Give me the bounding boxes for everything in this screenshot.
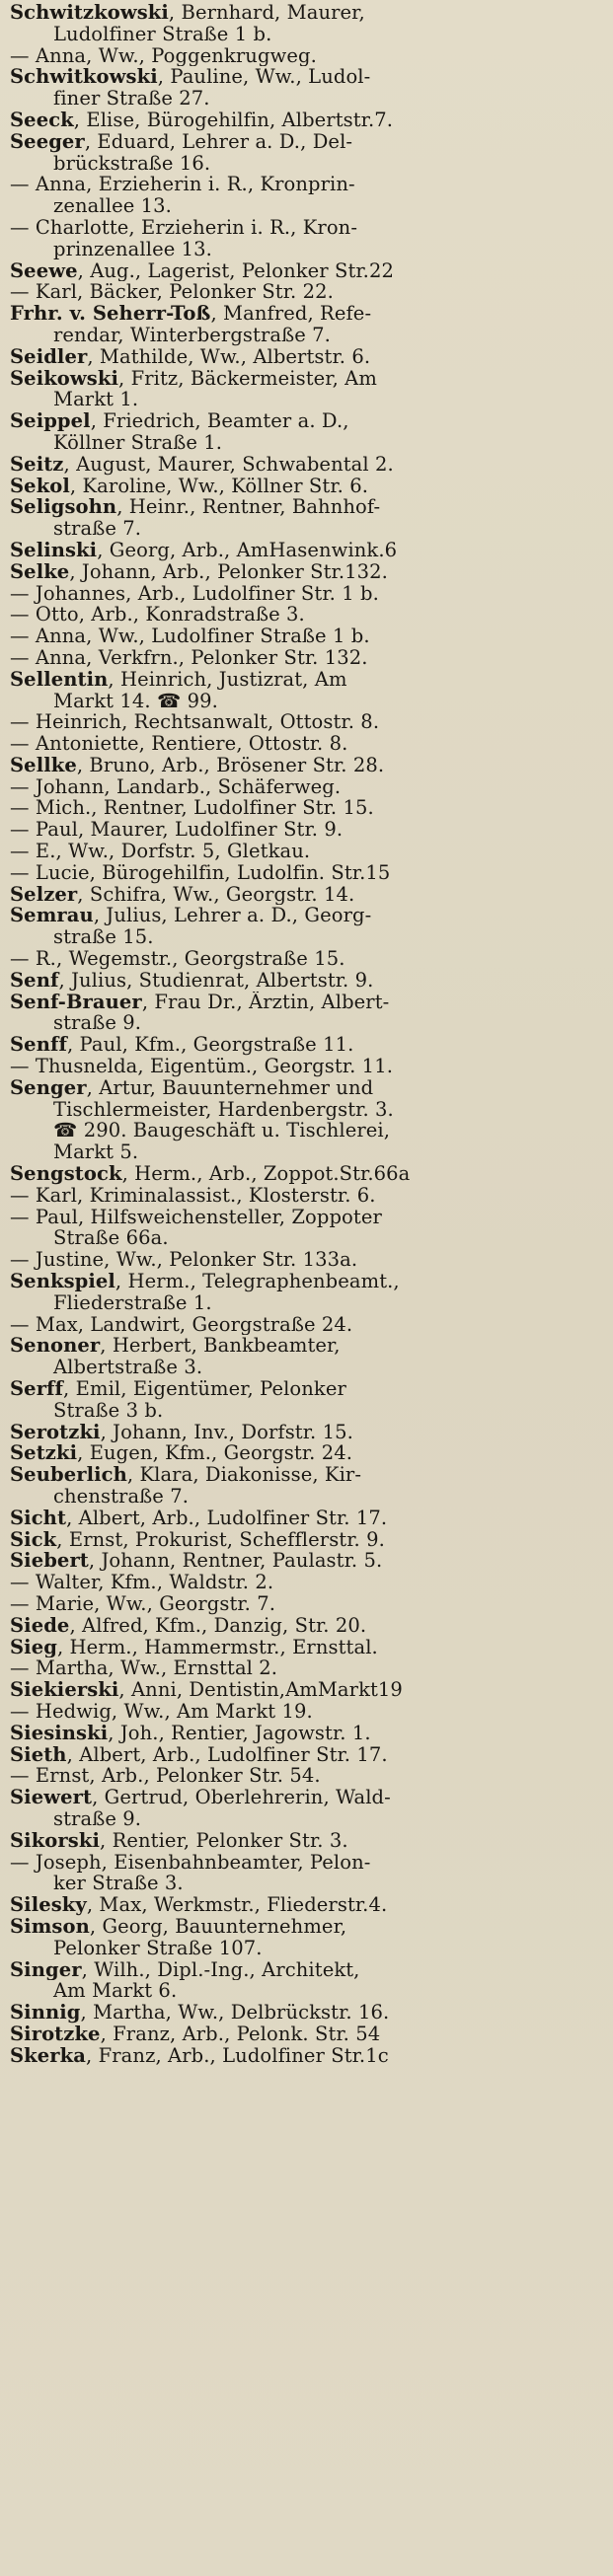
entry-details: , Paul, Kfm., Georgstraße 11. (66, 1034, 354, 1057)
entry-line (10, 2, 607, 24)
directory-entry (10, 476, 607, 497)
directory-entry (10, 755, 607, 776)
directory-entry (10, 1593, 607, 1615)
entry-continuation-line: Markt 14. ☎ 99. (53, 690, 218, 712)
entry-line (10, 1378, 607, 1400)
entry-details: , Mathilde, Ww., Albertstr. 6. (87, 345, 371, 368)
directory-entry (10, 131, 607, 175)
entry-line: — Johann, Landarb., Schäferweg. (10, 775, 342, 798)
directory-entry (10, 410, 607, 454)
directory-entry (10, 1185, 607, 1207)
entry-surname: Senoner (10, 1335, 101, 1358)
entry-details: , Max, Werkmstr., Fliederstr.4. (86, 1894, 388, 1916)
entry-line: — Paul, Maurer, Ludolfiner Str. 9. (10, 819, 344, 842)
entry-continuation-line: zenallee 13. (53, 195, 172, 217)
entry-line (10, 1529, 607, 1551)
directory-entry (10, 1034, 607, 1056)
entry-line: — Anna, Verkfrn., Pelonker Str. 132. (10, 646, 368, 669)
entry-surname: Sirotzke (10, 2023, 101, 2045)
directory-entry (10, 841, 607, 862)
entry-line: — Marie, Ww., Georgstr. 7. (10, 1592, 276, 1615)
directory-entry (10, 1464, 607, 1508)
entry-line (10, 260, 607, 282)
directory-entry (10, 1508, 607, 1529)
directory-entry (10, 2045, 607, 2067)
entry-details: , Georg, Bauunternehmer, (89, 1915, 347, 1938)
entry-continuation-line: Straße 3 b. (53, 1399, 164, 1422)
directory-entry (10, 583, 607, 605)
entry-line (10, 131, 607, 153)
entry-line: — Antoniette, Rentiere, Ottostr. 8. (10, 733, 348, 755)
entry-line: — Anna, Erzieherin i. R., Kronprin- (10, 174, 355, 196)
directory-entry (10, 561, 607, 583)
directory-entry (10, 733, 607, 755)
directory-entry (10, 1314, 607, 1336)
entry-line (10, 1163, 607, 1185)
entry-continuation-line: Fliederstraße 1. (53, 1291, 212, 1314)
entry-surname: Siesinski (10, 1722, 109, 1744)
directory-entry (10, 862, 607, 884)
entry-details: , Albert, Arb., Ludolfiner Str. 17. (66, 1743, 388, 1766)
entry-surname: Seitz (10, 453, 64, 476)
directory-entry (10, 669, 607, 712)
entry-line: — Karl, Bäcker, Pelonker Str. 22. (10, 281, 334, 304)
entry-surname: Senf-Brauer (10, 991, 142, 1013)
entry-line (10, 669, 607, 691)
directory-entry (10, 797, 607, 819)
entry-details: , Martha, Ww., Delbrückstr. 16. (80, 2002, 390, 2024)
entry-line (10, 1959, 607, 1981)
directory-entry (10, 1765, 607, 1787)
directory-entry (10, 1529, 607, 1551)
entry-continuation-line: Albertstraße 3. (53, 1357, 203, 1378)
entry-surname: Siebert (10, 1550, 89, 1573)
entry-details: , Johann, Arb., Pelonker Str.132. (69, 560, 388, 583)
entry-continuation-line: rendar, Winterbergstraße 7. (53, 324, 331, 346)
entry-surname: Simson (10, 1915, 90, 1938)
entry-surname: Seippel (10, 410, 91, 432)
entry-line (10, 1464, 607, 1486)
entry-details: , Manfred, Refe- (210, 303, 372, 325)
entry-surname: Seuberlich (10, 1464, 127, 1486)
entry-surname: Schwitkowski (10, 66, 158, 89)
entry-surname: Frhr. v. Seherr-Toß (10, 303, 211, 325)
entry-details: , Elise, Bürogehilfin, Albertstr.7. (73, 109, 394, 131)
entry-line: — Max, Landwirt, Georgstraße 24. (10, 1313, 353, 1336)
entry-continuation-line: straße 9. (53, 1807, 142, 1830)
entry-surname: Siekierski (10, 1679, 119, 1701)
entry-surname: Senf (10, 969, 59, 992)
entry-surname: Senkspiel (10, 1271, 115, 1292)
entry-line (10, 1787, 607, 1808)
entry-details: , Aug., Lagerist, Pelonker Str.22 (77, 259, 394, 282)
directory-entry (10, 1701, 607, 1723)
entry-line (10, 2045, 607, 2067)
entry-line (10, 992, 607, 1013)
directory-entry (10, 1572, 607, 1593)
entry-line (10, 110, 607, 131)
directory-entry (10, 1056, 607, 1077)
directory-entry (10, 1077, 607, 1163)
entry-line: — Charlotte, Erzieherin i. R., Kron- (10, 216, 358, 239)
entry-surname: Seeck (10, 109, 74, 131)
entry-details: , Heinr., Rentner, Bahnhof- (116, 496, 381, 519)
directory-entry (10, 1657, 607, 1679)
entry-surname: Semrau (10, 905, 94, 927)
entry-details: , Friedrich, Beamter a. D., (90, 410, 349, 432)
entry-details: , Wilh., Dipl.-Ing., Architekt, (81, 1958, 360, 1981)
entry-details: , Joh., Rentier, Jagowstr. 1. (108, 1722, 371, 1744)
entry-continuation-line: Straße 66a. (53, 1227, 169, 1250)
entry-surname: Seikowski (10, 367, 118, 390)
directory-entry (10, 2, 607, 45)
entry-surname: Seligsohn (10, 496, 117, 519)
entry-details: , Heinrich, Justizrat, Am (108, 668, 347, 691)
directory-entry (10, 1959, 607, 2003)
directory-entry (10, 174, 607, 217)
entry-surname: Sieg (10, 1636, 57, 1658)
entry-details: , Emil, Eigentümer, Pelonker (63, 1378, 346, 1400)
directory-entry (10, 776, 607, 798)
directory-entry (10, 1378, 607, 1422)
entry-details: , Albert, Arb., Ludolfiner Str. 17. (66, 1507, 388, 1529)
entry-details: , Klara, Diakonisse, Kir- (126, 1464, 362, 1486)
directory-entry (10, 819, 607, 841)
entry-surname: Selinski (10, 539, 98, 561)
entry-continuation-line: straße 9. (53, 1012, 142, 1035)
entry-details: , Schifra, Ww., Georgstr. 14. (77, 883, 355, 906)
entry-line (10, 2002, 607, 2024)
directory-entry (10, 1163, 607, 1185)
entry-line (10, 1894, 607, 1916)
entry-surname: Senff (10, 1034, 67, 1057)
entry-details: , Ernst, Prokurist, Schefflerstr. 9. (56, 1528, 385, 1551)
entry-continuation-line: Markt 5. (53, 1141, 139, 1164)
entry-line (10, 1637, 607, 1658)
entry-surname: Seeger (10, 130, 85, 153)
entry-surname: Sekol (10, 475, 70, 497)
directory-entry (10, 496, 607, 540)
entry-continuation-line: chenstraße 7. (53, 1485, 190, 1508)
entry-details: , Fritz, Bäckermeister, Am (118, 367, 377, 390)
directory-entry (10, 1894, 607, 1916)
entry-surname: Sellentin (10, 668, 109, 691)
directory-entry (10, 1916, 607, 1959)
directory-entry (10, 1787, 607, 1830)
directory-entry (10, 948, 607, 970)
entry-surname: Selzer (10, 883, 78, 906)
entry-details: , Franz, Arb., Ludolfiner Str.1c (86, 2044, 389, 2067)
directory-entry (10, 1271, 607, 1314)
entry-line: — Mich., Rentner, Ludolfiner Str. 15. (10, 797, 374, 820)
entry-continuation-line: ☎ 290. Baugeschäft u. Tischlerei, (53, 1120, 391, 1142)
entry-line: — Anna, Ww., Ludolfiner Straße 1 b. (10, 626, 370, 647)
entry-details: , Karoline, Ww., Köllner Str. 6. (69, 475, 369, 497)
entry-details: , Artur, Bauunternehmer und (86, 1076, 374, 1099)
entry-surname: Sick (10, 1528, 57, 1551)
entry-continuation-line: Am Markt 6. (53, 1980, 178, 2003)
entry-surname: Sikorski (10, 1829, 100, 1852)
entry-continuation-line: brückstraße 16. (53, 152, 211, 175)
entry-line (10, 368, 607, 390)
entry-surname: Serotzki (10, 1421, 101, 1443)
entry-line (10, 1916, 607, 1938)
entry-line (10, 1615, 607, 1637)
entry-line (10, 905, 607, 926)
entry-line: — Ernst, Arb., Pelonker Str. 54. (10, 1765, 321, 1788)
entry-continuation-line: ker Straße 3. (53, 1873, 184, 1895)
entry-line: — Martha, Ww., Ernsttal 2. (10, 1657, 278, 1680)
entry-line: — Lucie, Bürogehilfin, Ludolfin. Str.15 (10, 861, 391, 884)
entry-continuation-line: prinzenallee 13. (53, 238, 212, 260)
entry-line: — Johannes, Arb., Ludolfiner Str. 1 b. (10, 582, 379, 605)
entry-continuation-line: Pelonker Straße 107. (53, 1937, 263, 1959)
directory-entry (10, 540, 607, 561)
entry-surname: Sieth (10, 1743, 67, 1766)
entry-continuation-line: straße 15. (53, 926, 154, 949)
directory-entry (10, 66, 607, 110)
directory-entry (10, 2024, 607, 2045)
directory-entry (10, 647, 607, 669)
directory-entry (10, 1852, 607, 1895)
entry-line (10, 454, 607, 476)
entry-line: — Hedwig, Ww., Am Markt 19. (10, 1700, 313, 1723)
directory-entry (10, 2002, 607, 2024)
entry-line: — Justine, Ww., Pelonker Str. 133a. (10, 1249, 358, 1272)
entry-line: — Otto, Arb., Konradstraße 3. (10, 604, 305, 626)
entry-line (10, 1723, 607, 1744)
entry-continuation-line: Köllner Straße 1. (53, 431, 223, 454)
directory-entry (10, 1744, 607, 1766)
entry-surname: Skerka (10, 2044, 87, 2067)
entry-line: — E., Ww., Dorfstr. 5, Gletkau. (10, 841, 311, 862)
entry-surname: Selke (10, 560, 70, 583)
entry-surname: Sicht (10, 1507, 67, 1529)
entry-surname: Serff (10, 1378, 64, 1400)
entry-details: , Herbert, Bankbeamter, (100, 1335, 341, 1358)
entry-surname: Sellke (10, 754, 77, 776)
entry-details: , Julius, Studienrat, Albertstr. 9. (58, 969, 374, 992)
directory-entry (10, 1422, 607, 1443)
entry-details: , Eugen, Kfm., Georgstr. 24. (77, 1442, 353, 1465)
directory-entry (10, 1442, 607, 1464)
directory-entries (10, 2, 607, 2067)
entry-continuation-line: finer Straße 27. (53, 88, 210, 110)
entry-line: — Anna, Ww., Poggenkrugweg. (10, 44, 317, 67)
entry-line (10, 1830, 607, 1852)
entry-surname: Senger (10, 1076, 87, 1099)
entry-line (10, 346, 607, 368)
entry-details: , Eduard, Lehrer a. D., Del- (84, 130, 353, 153)
entry-line (10, 1508, 607, 1529)
directory-entry (10, 1637, 607, 1658)
entry-details: , Bernhard, Maurer, (168, 2, 365, 24)
entry-surname: Siede (10, 1614, 70, 1637)
directory-entry (10, 346, 607, 368)
entry-line (10, 755, 607, 776)
entry-details: , Pauline, Ww., Ludol- (157, 66, 371, 89)
entry-details: , Johann, Rentner, Paulastr. 5. (88, 1550, 383, 1573)
entry-line (10, 1550, 607, 1572)
entry-line (10, 66, 607, 88)
entry-details: , Georg, Arb., AmHasenwink.6 (97, 539, 398, 561)
directory-entry (10, 905, 607, 948)
entry-line (10, 970, 607, 992)
entry-details: , Julius, Lehrer a. D., Georg- (93, 905, 372, 927)
directory-entry (10, 281, 607, 303)
entry-details: , Franz, Arb., Pelonk. Str. 54 (100, 2023, 381, 2045)
entry-line (10, 561, 607, 583)
entry-line (10, 1335, 607, 1357)
entry-surname: Seewe (10, 259, 78, 282)
entry-line: — R., Wegemstr., Georgstraße 15. (10, 948, 345, 970)
entry-line: — Karl, Kriminalassist., Klosterstr. 6. (10, 1184, 376, 1207)
entry-line: — Thusnelda, Eigentüm., Georgstr. 11. (10, 1056, 393, 1077)
directory-entry (10, 368, 607, 411)
directory-entry (10, 1679, 607, 1701)
entry-details: , Bruno, Arb., Brösener Str. 28. (76, 754, 385, 776)
directory-entry (10, 711, 607, 733)
entry-line (10, 1422, 607, 1443)
entry-details: , August, Maurer, Schwabental 2. (63, 453, 394, 476)
entry-details: , Herm., Telegraphenbeamt., (115, 1271, 400, 1292)
entry-line: — Joseph, Eisenbahnbeamter, Pelon- (10, 1851, 371, 1874)
entry-line (10, 1034, 607, 1056)
entry-details: , Herm., Hammermstr., Ernsttal. (56, 1636, 378, 1658)
entry-details: , Johann, Inv., Dorfstr. 15. (100, 1421, 353, 1443)
entry-continuation-line: Tischlermeister, Hardenbergstr. 3. (53, 1098, 394, 1121)
directory-entry (10, 884, 607, 906)
directory-entry (10, 260, 607, 282)
directory-entry (10, 45, 607, 67)
entry-surname: Sengstock (10, 1163, 122, 1185)
entry-details: , Anni, Dentistin,AmMarkt19 (118, 1679, 403, 1701)
directory-entry (10, 1249, 607, 1271)
entry-details: , Rentier, Pelonker Str. 3. (99, 1829, 348, 1852)
entry-line (10, 410, 607, 432)
entry-line: — Walter, Kfm., Waldstr. 2. (10, 1572, 274, 1593)
directory-entry (10, 626, 607, 647)
entry-line (10, 1744, 607, 1766)
directory-entry (10, 1335, 607, 1378)
entry-surname: Singer (10, 1958, 82, 1981)
directory-entry (10, 1723, 607, 1744)
entry-line (10, 476, 607, 497)
entry-line (10, 1442, 607, 1464)
directory-entry (10, 1615, 607, 1637)
entry-details: , Alfred, Kfm., Danzig, Str. 20. (69, 1614, 367, 1637)
directory-entry (10, 1550, 607, 1572)
entry-surname: Siewert (10, 1787, 93, 1808)
directory-entry (10, 992, 607, 1035)
directory-entry (10, 303, 607, 346)
entry-line (10, 496, 607, 518)
directory-entry (10, 1830, 607, 1852)
entry-line (10, 540, 607, 561)
directory-entry (10, 217, 607, 260)
entry-continuation-line: Markt 1. (53, 389, 139, 411)
directory-entry (10, 1207, 607, 1250)
entry-surname: Seidler (10, 345, 88, 368)
entry-surname: Sinnig (10, 2002, 81, 2024)
entry-continuation-line: straße 7. (53, 518, 142, 540)
entry-line (10, 1679, 607, 1701)
directory-entry (10, 110, 607, 131)
entry-details: , Gertrud, Oberlehrerin, Wald- (92, 1787, 391, 1808)
entry-line (10, 1077, 607, 1099)
directory-entry (10, 604, 607, 626)
directory-entry (10, 454, 607, 476)
entry-surname: Setzki (10, 1442, 78, 1465)
entry-line (10, 2024, 607, 2045)
entry-continuation-line: Ludolfiner Straße 1 b. (53, 23, 272, 45)
entry-surname: Silesky (10, 1894, 87, 1916)
entry-surname: Schwitzkowski (10, 2, 169, 24)
entry-line: — Heinrich, Rechtsanwalt, Ottostr. 8. (10, 711, 380, 734)
entry-line (10, 303, 607, 325)
entry-details: , Herm., Arb., Zoppot.Str.66a (121, 1163, 411, 1185)
entry-line: — Paul, Hilfsweichensteller, Zoppoter (10, 1206, 382, 1228)
entry-line (10, 884, 607, 906)
entry-details: , Frau Dr., Ärztin, Albert- (141, 991, 390, 1013)
entry-line (10, 1271, 607, 1292)
directory-entry (10, 970, 607, 992)
